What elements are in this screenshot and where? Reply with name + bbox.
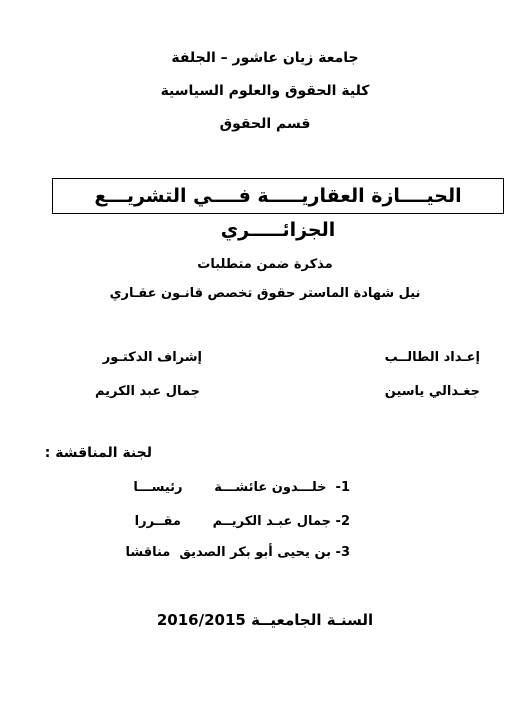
supervisor-name: جمال عبد الكريم bbox=[94, 384, 200, 399]
department-name: قسم الحقوق bbox=[219, 116, 311, 132]
supervisor-label: إشراف الدكتـور bbox=[102, 350, 202, 365]
committee-member: 3- بن يحيى أبو بكر الصديق مناقشا bbox=[125, 545, 350, 560]
academic-year: السنـة الجامعيــة 2016/2015 bbox=[156, 611, 374, 629]
committee-member: 1- خلـــدون عائشـــة رئيســـا bbox=[133, 480, 350, 495]
committee-label: لجنة المناقشة : bbox=[44, 445, 152, 461]
memo-line-2: نيل شهادة الماستر حقوق تخصص قانـون عقـاري bbox=[109, 286, 421, 301]
committee-member: 2- جمال عبـد الكريــم مقــررا bbox=[134, 514, 350, 529]
student-name: جغـدالي ياسين bbox=[384, 384, 480, 399]
university-name: جامعة زيان عاشور – الجلفة bbox=[171, 50, 359, 66]
faculty-name: كلية الحقوق والعلوم السياسية bbox=[160, 83, 370, 99]
memo-line-1: مذكرة ضمن متطلبات bbox=[197, 257, 333, 272]
student-label: إعـداد الطالــب bbox=[384, 350, 480, 365]
thesis-title: الحيــــازة العقاريـــــة فــــي التشريـــع الجزائـــــري bbox=[52, 178, 504, 214]
